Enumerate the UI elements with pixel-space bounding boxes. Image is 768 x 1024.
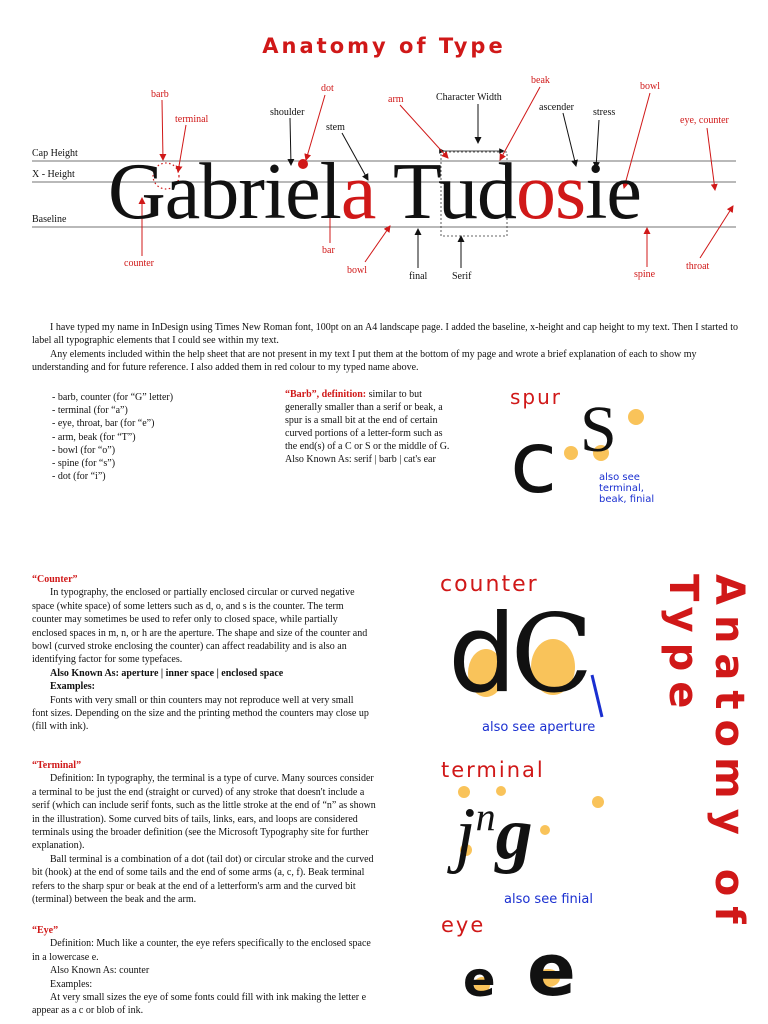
- list-item: - dot (for “i”): [52, 471, 106, 483]
- specimen-part-ie: ie: [585, 148, 641, 236]
- eye-glyph-small: e: [463, 952, 496, 1008]
- label-stress: stress: [593, 107, 616, 118]
- terminal-section: [32, 759, 377, 906]
- barb-definition: [285, 388, 453, 466]
- barb-text: similar to but generally smaller than a serif or beak, a spur is a small bit at the end of certain curved portions of a letter-form such as the end(s) of a C or S or the middle of G.: [285, 389, 450, 452]
- spur-note: also see terminal, beak, finial: [599, 472, 655, 505]
- counter-note: also see aperture: [482, 720, 596, 735]
- specimen-letter-a: a: [340, 148, 376, 236]
- label-beak: beak: [531, 75, 550, 86]
- label-character-width: Character Width: [436, 92, 502, 103]
- barb-aka: Also Known As: serif | barb | cat's ear: [285, 454, 436, 465]
- terminal-note: also see finial: [504, 892, 593, 907]
- label-arm: arm: [388, 94, 404, 105]
- list-item: - bowl (for “o”): [52, 444, 116, 456]
- eye-aka: Also Known As: counter: [50, 965, 150, 977]
- eye-examples: Examples:: [50, 978, 93, 990]
- counter-section: [32, 573, 370, 734]
- label-spine: spine: [634, 269, 656, 280]
- spur-fig-title: spur: [510, 385, 563, 409]
- counter-c-glyph: C: [510, 592, 588, 717]
- side-title-text: Anatomy of Type: [660, 574, 752, 934]
- eye-fig-title: eye: [441, 913, 486, 937]
- intro-text: [32, 321, 742, 375]
- barb-heading: “Barb”, definition:: [285, 389, 367, 400]
- baseline-label: Baseline: [32, 214, 67, 225]
- label-bowl-bottom: bowl: [347, 265, 367, 276]
- list-item: - barb, counter (for “G” letter): [52, 392, 174, 403]
- counter-example-text: Fonts with very small or thin counters may not reproduce well at very small font sizes. Depending on the size and the printing method the counters may close up (fill with ink).: [32, 694, 369, 733]
- terminal-paragraph-2: Ball terminal is a combination of a dot (tail dot) or circular stroke and the curved bit (hook) at the end of some tails and the end of some arms (a, c, f). Beak terminal refers to the sharp spur or beak at the end of a letterform's arm and the curved bit (terminal) between the beak and the arm.: [32, 853, 374, 906]
- cap-height-label: Cap Height: [32, 148, 78, 159]
- label-stem: stem: [326, 122, 345, 133]
- terminal-paragraph-1: Definition: In typography, the terminal is a type of curve. Many sources consider a terminal to be just the end (straight or curved) of any stroke that doesn't include a serif (which can include serif fonts, such as the little stroke at the end of “n” as shown in the illustration). Some curved bits of tails, links, ears, and loops are considered terminals using the broader definition (see the Microsoft Typography site for further explanation).: [32, 773, 376, 852]
- spur-c-glyph: c: [510, 413, 558, 513]
- counter-paragraph: In typography, the enclosed or partially enclosed circular or curved negative space (white space) of some letters such as d, o, and s is the counter. The term counter may sometimes be used to refer only to closed space, while partially enclosed spaces in m, n, or h are the aperture. The shape and size of the counter and bowl (curved stroke enclosing the counter) can affect readability and is also an identifying factor for some typefaces.: [32, 587, 368, 666]
- eye-glyph-large: e: [527, 928, 576, 1012]
- label-ascender: ascender: [539, 102, 574, 113]
- label-counter: counter: [124, 258, 154, 269]
- specimen-part1: Gabriel: [108, 148, 341, 236]
- label-terminal: terminal: [175, 114, 209, 125]
- list-item: - terminal (for “a”): [52, 405, 128, 417]
- eye-section: [32, 924, 372, 1018]
- eye-example-text: At very small sizes the eye of some fonts could fill with ink making the letter e appear as a c or blob of ink.: [32, 992, 367, 1017]
- label-bowl-top: bowl: [640, 81, 660, 92]
- specimen-part-ud: ud: [438, 148, 517, 236]
- label-final: final: [409, 271, 428, 282]
- terminal-glyphs: [455, 777, 533, 874]
- counter-heading: “Counter”: [32, 574, 78, 585]
- label-bar: bar: [322, 245, 335, 256]
- label-throat: throat: [686, 261, 710, 272]
- intro-paragraph-1: I have typed my name in InDesign using Times New Roman font, 100pt on an A4 landscape page. I added the baseline, x-height and cap height to my text. Then I started to label all typographic elements that I could see within my text.: [32, 322, 738, 347]
- intro-paragraph-2: Any elements included within the help sheet that are not present in my text I put them at the bottom of my page and wrote a brief explanation of each to show my understanding and for future reference. I also added them in red colour to my typed name above.: [32, 348, 697, 374]
- eye-paragraph: Definition: Much like a counter, the eye refers specifically to the enclosed space in a lowercase e.: [32, 938, 371, 963]
- specimen-space: [375, 148, 393, 236]
- spur-s-glyph: S: [580, 393, 617, 466]
- counter-aka: Also Known As: aperture | inner space | enclosed space: [50, 667, 284, 679]
- list-item: - eye, throat, bar (for “e”): [52, 418, 155, 430]
- terminal-g-glyph: g: [495, 793, 533, 875]
- element-list: [52, 391, 173, 483]
- terminal-j-glyph: j: [455, 793, 476, 875]
- name-specimen: [108, 142, 641, 242]
- terminal-n-glyph: n: [475, 794, 496, 839]
- counter-examples: Examples:: [50, 681, 95, 693]
- label-dot: dot: [321, 83, 334, 94]
- counter-glyphs: [448, 592, 588, 717]
- label-barb: barb: [151, 89, 169, 100]
- counter-d-glyph: d: [448, 592, 511, 717]
- side-title: [660, 574, 752, 1024]
- page-title: Anatomy of Type: [262, 34, 506, 58]
- specimen-letter-t: T: [392, 148, 439, 236]
- list-item: - spine (for “s”): [52, 458, 116, 470]
- label-serif: Serif: [452, 271, 472, 282]
- label-eye-counter: eye, counter: [680, 115, 729, 126]
- eye-heading: “Eye”: [32, 925, 59, 936]
- x-height-label: X - Height: [32, 169, 75, 180]
- terminal-fig-title: terminal: [441, 758, 545, 782]
- terminal-heading: “Terminal”: [32, 760, 82, 771]
- label-shoulder: shoulder: [270, 107, 305, 118]
- counter-fig-title: counter: [440, 572, 539, 597]
- specimen-letter-o: o: [516, 148, 556, 236]
- specimen-letter-s: s: [555, 148, 586, 236]
- list-item: - arm, beak (for “T”): [52, 431, 136, 443]
